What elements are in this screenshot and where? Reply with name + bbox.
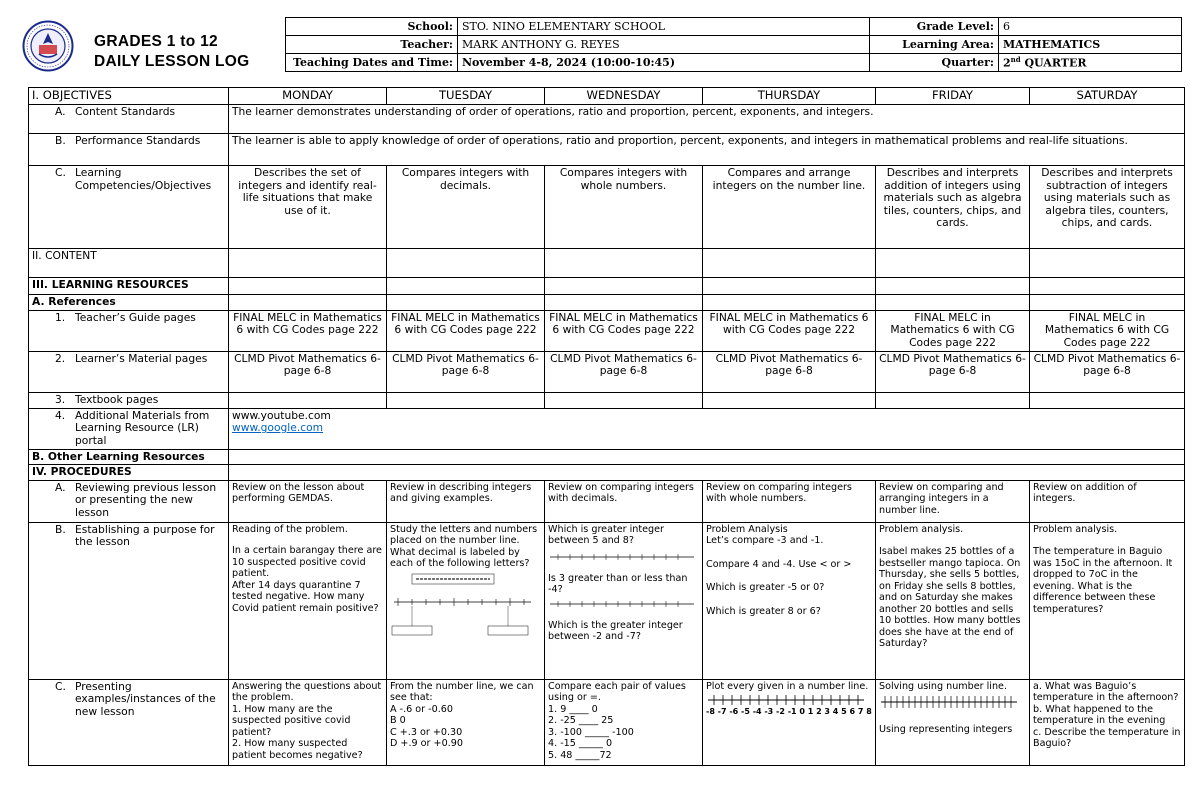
col-wednesday: WEDNESDAY <box>545 88 703 105</box>
column-header-row <box>29 88 1185 105</box>
number-line-icon <box>548 598 696 620</box>
table-row <box>29 465 1185 481</box>
col-tuesday: TUESDAY <box>387 88 545 105</box>
presenting-examples-label: C. Presenting examples/instances of the new lesson <box>29 679 229 765</box>
header-info-table <box>285 17 1182 72</box>
tg-thursday: FINAL MELC in Mathematics 6 with CG Codes page 222 <box>703 310 876 351</box>
competency-thursday: Compares and arrange integers on the number line. <box>703 166 876 249</box>
table-row <box>29 351 1185 392</box>
references-label: A. References <box>29 295 229 311</box>
grade-level-label: Grade Level: <box>870 18 999 36</box>
lesson-log-table <box>28 87 1185 766</box>
review-friday: Review on comparing and arranging integers in a number line. <box>876 480 1030 522</box>
lm-wednesday: CLMD Pivot Mathematics 6-page 6-8 <box>545 351 703 392</box>
table-row <box>29 295 1185 311</box>
grade-level-value: 6 <box>999 18 1182 36</box>
examples-friday: Solving using number line. Using representing integers <box>876 679 1030 765</box>
table-row <box>29 679 1185 765</box>
content-standards-text: The learner demonstrates understanding of order of operations, ratio and proportion, percent, exponents, and integers. <box>229 105 1185 134</box>
reviewing-label: A. Reviewing previous lesson or presenting the new lesson <box>29 480 229 522</box>
number-line-icon <box>706 694 866 706</box>
col-friday: FRIDAY <box>876 88 1030 105</box>
textbook-pages-label: 3. Textbook pages <box>29 392 229 408</box>
examples-wednesday: Compare each pair of values using or =. 1. 9 ____ 0 2. -25 ____ 25 3. -100 _____ -100 4. -15 _____ 0 5. 48 _____72 <box>545 679 703 765</box>
school-value: STO. NINO ELEMENTARY SCHOOL <box>458 18 870 36</box>
examples-monday: Answering the questions about the problem. 1. How many are the suspected positive covid patient? 2. How many suspected patient becomes negative? <box>229 679 387 765</box>
competency-tuesday: Compares integers with decimals. <box>387 166 545 249</box>
purpose-wednesday: Which is greater integer between 5 and 8? Is 3 greater than or less than -4? Which is the greater integer between -2 and -7? <box>545 522 703 679</box>
purpose-thursday: Problem Analysis Let’s compare -3 and -1. Compare 4 and -4. Use < or > Which is greater -5 or 0? Which is greater 8 or 6? <box>703 522 876 679</box>
table-row <box>29 105 1185 134</box>
lm-friday: CLMD Pivot Mathematics 6-page 6-8 <box>876 351 1030 392</box>
tg-wednesday: FINAL MELC in Mathematics 6 with CG Codes page 222 <box>545 310 703 351</box>
competency-friday: Describes and interprets addition of integers using materials such as algebra tiles, counters, chips, and cards. <box>876 166 1030 249</box>
table-row <box>29 310 1185 351</box>
number-line-labels: -8 -7 -6 -5 -4 -3 -2 -1 0 1 2 3 4 5 6 7 8 <box>706 707 872 717</box>
lm-thursday: CLMD Pivot Mathematics 6-page 6-8 <box>703 351 876 392</box>
learning-area-label: Learning Area: <box>870 36 999 54</box>
purpose-tuesday: Study the letters and numbers placed on the number line. What decimal is labeled by each of the following letters? <box>387 522 545 679</box>
lm-monday: CLMD Pivot Mathematics 6-page 6-8 <box>229 351 387 392</box>
teacher-label: Teacher: <box>286 36 458 54</box>
content-standards-label: A. Content Standards <box>29 105 229 134</box>
teaching-dates-label: Teaching Dates and Time: <box>286 54 458 72</box>
competency-monday: Describes the set of integers and identify real-life situations that make use of it. <box>229 166 387 249</box>
review-monday: Review on the lesson about performing GEMDAS. <box>229 480 387 522</box>
performance-standards-label: B. Performance Standards <box>29 134 229 166</box>
additional-materials-label: 4. Additional Materials from Learning Resource (LR) portal <box>29 408 229 449</box>
number-line-figure-icon <box>390 572 535 638</box>
performance-standards-text: The learner is able to apply knowledge of order of operations, ratio and proportion, percent, exponents, and integers in mathematical problems and real-life situations. <box>229 134 1185 166</box>
competencies-label: C. Learning Competencies/Objectives <box>29 166 229 249</box>
table-row <box>29 480 1185 522</box>
teaching-dates-value: November 4-8, 2024 (10:00-10:45) <box>458 54 870 72</box>
table-row <box>29 408 1185 449</box>
examples-saturday: a. What was Baguio’s temperature in the afternoon? b. What happened to the temperature in the evening c. Describe the temperature in Baguio? <box>1030 679 1185 765</box>
table-row <box>29 449 1185 465</box>
competency-saturday: Describes and interprets subtraction of integers using materials such as algebra tiles, counters, chips, and cards. <box>1030 166 1185 249</box>
table-row <box>29 392 1185 408</box>
col-thursday: THURSDAY <box>703 88 876 105</box>
purpose-monday: Reading of the problem. In a certain barangay there are 10 suspected positive covid patient. After 14 days quarantine 7 tested negative. How many Covid patient remain positive? <box>229 522 387 679</box>
learning-resources-label: III. LEARNING RESOURCES <box>29 278 229 295</box>
review-wednesday: Review on comparing integers with decimals. <box>545 480 703 522</box>
youtube-link-text: www.youtube.com <box>232 408 331 422</box>
review-thursday: Review on comparing integers with whole numbers. <box>703 480 876 522</box>
tg-saturday: FINAL MELC in Mathematics 6 with CG Codes page 222 <box>1030 310 1185 351</box>
deped-seal-icon <box>22 20 74 72</box>
table-row <box>29 522 1185 679</box>
examples-tuesday: From the number line, we can see that: A -.6 or -0.60 B 0 C +.3 or +0.30 D +.9 or +0.90 <box>387 679 545 765</box>
tg-friday: FINAL MELC in Mathematics 6 with CG Codes page 222 <box>876 310 1030 351</box>
col-monday: MONDAY <box>229 88 387 105</box>
purpose-friday: Problem analysis. Isabel makes 25 bottles of a bestseller mango tapioca. On Thursday, she sells 5 bottles, on Friday she sells 8 bottles, and on Saturday she makes another 20 bottles and sells 10 bottles. How many bottles does she have at the end of Saturday? <box>876 522 1030 679</box>
school-label: School: <box>286 18 458 36</box>
table-row <box>29 249 1185 278</box>
lm-saturday: CLMD Pivot Mathematics 6-page 6-8 <box>1030 351 1185 392</box>
document-header <box>18 16 1183 74</box>
tg-monday: FINAL MELC in Mathematics 6 with CG Codes page 222 <box>229 310 387 351</box>
number-line-icon <box>879 694 1019 714</box>
document-title <box>94 32 250 72</box>
procedures-label: IV. PROCEDURES <box>29 465 229 481</box>
number-line-icon <box>548 549 696 573</box>
teacher-value: MARK ANTHONY G. REYES <box>458 36 870 54</box>
tg-tuesday: FINAL MELC in Mathematics 6 with CG Codes page 222 <box>387 310 545 351</box>
col-objectives: I. OBJECTIVES <box>29 88 229 105</box>
content-label: II. CONTENT <box>29 249 229 278</box>
teachers-guide-label: 1. Teacher’s Guide pages <box>29 310 229 351</box>
establishing-purpose-label: B. Establishing a purpose for the lesson <box>29 522 229 679</box>
lm-tuesday: CLMD Pivot Mathematics 6-page 6-8 <box>387 351 545 392</box>
table-row <box>29 134 1185 166</box>
purpose-saturday: Problem analysis. The temperature in Baguio was 15oC in the afternoon. It dropped to 7oC in the evening. What is the difference between these temperatures? <box>1030 522 1185 679</box>
learning-area-value: MATHEMATICS <box>999 36 1182 54</box>
title-line-1: GRADES 1 to 12 <box>94 33 218 50</box>
quarter-label: Quarter: <box>870 54 999 72</box>
additional-materials-links <box>229 408 1185 449</box>
other-resources-label: B. Other Learning Resources <box>29 449 229 465</box>
col-saturday: SATURDAY <box>1030 88 1185 105</box>
table-row <box>29 166 1185 249</box>
competency-wednesday: Compares integers with whole numbers. <box>545 166 703 249</box>
examples-thursday: Plot every given in a number line. -8 -7 -6 -5 -4 -3 -2 -1 0 1 2 3 4 5 6 7 8 <box>703 679 876 765</box>
quarter-value: 2nd QUARTER <box>999 54 1182 72</box>
title-line-2: DAILY LESSON LOG <box>94 53 250 70</box>
review-saturday: Review on addition of integers. <box>1030 480 1185 522</box>
table-row <box>29 278 1185 295</box>
learners-material-label: 2. Learner’s Material pages <box>29 351 229 392</box>
google-link[interactable]: www.google.com <box>232 421 324 435</box>
review-tuesday: Review in describing integers and giving examples. <box>387 480 545 522</box>
